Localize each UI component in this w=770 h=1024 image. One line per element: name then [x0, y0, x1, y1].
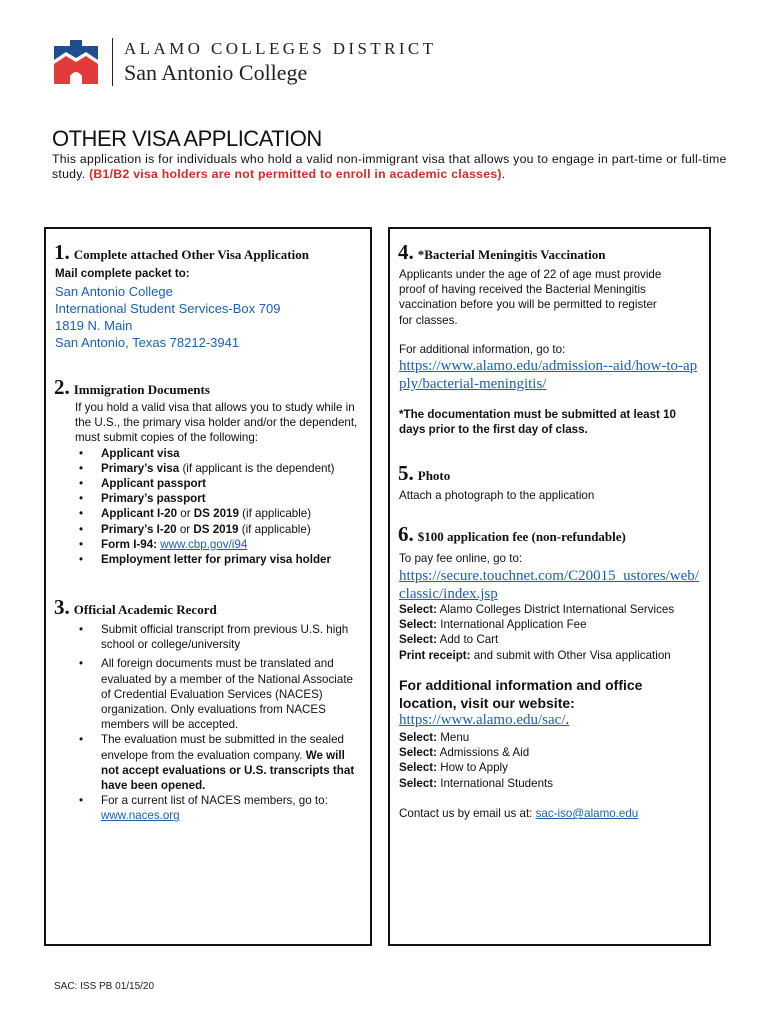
section4-heading — [398, 240, 606, 265]
list-item: • Primary’s visa (if applicant is the dependent) — [75, 461, 365, 476]
list-item: • Primary’s passport — [75, 491, 365, 506]
list-item: • All foreign documents must be translated and evaluated by a member of the National Associate of Credential Evaluation Services (NACES) organization. Only evaluations from NACES members will be accepted. — [75, 656, 365, 732]
website-step: Select: International Students — [399, 776, 554, 790]
intro-warning: (B1/B2 visa holders are not permitted to enroll in academic classes) — [89, 167, 502, 181]
section5-number: 5. — [398, 461, 414, 485]
cbp-i94-link[interactable]: www.cbp.gov/i94 — [160, 537, 248, 551]
meningitis-text: Applicants under the age of 22 of age must provide proof of having received the Bacterial Meningitis vaccination before you will be permitted to register for classes. — [399, 268, 662, 327]
photo-text: Attach a photograph to the application — [399, 489, 595, 502]
website-step: Select: Menu — [399, 731, 470, 744]
website-steps — [399, 730, 699, 791]
list-item: • Employment letter for primary visa holder — [75, 552, 365, 567]
website-step: Select: How to Apply — [399, 761, 508, 775]
section6-number: 6. — [398, 522, 414, 546]
more-info-heading: For additional information and office location, visit our website: — [399, 677, 643, 711]
section4-number: 4. — [398, 240, 414, 264]
section2-intro: If you hold a valid visa that allows you to study while in the U.S., the primary visa holder and/or the dependent, must submit copies of the following: — [75, 401, 358, 445]
more-info-link-line: https://www.alamo.edu/sac/. — [399, 712, 570, 728]
section2-number: 2. — [54, 375, 70, 399]
intro-paragraph — [52, 152, 742, 182]
immigration-documents-list — [75, 446, 365, 568]
contact-line: Contact us by email us at: sac-iso@alamo.edu — [399, 807, 639, 820]
section3-title: Official Academic Record — [73, 602, 217, 617]
list-item: • The evaluation must be submitted in the sealed envelope from the evaluation company. We will not accept evaluations or U.S. transcripts that have been opened. — [75, 732, 365, 793]
section3-body — [75, 622, 365, 824]
sac-website-link[interactable]: https://www.alamo.edu/sac/ — [399, 712, 566, 728]
college-name: San Antonio College — [124, 60, 308, 85]
section1-title: Complete attached Other Visa Application — [73, 247, 309, 262]
intro-end: . — [501, 167, 506, 181]
section2-heading — [54, 375, 210, 400]
fee-pay-text: To pay fee online, go to: — [399, 552, 523, 565]
fee-step: Print receipt: and submit with Other Visa application — [399, 648, 671, 662]
address-line: International Student Services-Box 709 — [55, 301, 281, 316]
fee-step: Select: International Application Fee — [399, 618, 587, 632]
address-line: San Antonio, Texas 78212-3941 — [55, 335, 240, 350]
website-step: Select: Admissions & Aid — [399, 746, 530, 760]
section4-title: *Bacterial Meningitis Vaccination — [417, 247, 606, 262]
list-item: • Form I-94: www.cbp.gov/i94 — [75, 537, 365, 552]
alamo-colleges-logo — [52, 38, 100, 86]
list-item: • Primary’s I-20 or DS 2019 (if applicable) — [75, 522, 365, 537]
address-line: San Antonio College — [55, 284, 173, 299]
meningitis-note: *The documentation must be submitted at least 10 days prior to the first day of class. — [399, 408, 677, 437]
address-line: 1819 N. Main — [55, 318, 133, 333]
intro-text: This application is for individuals who hold a valid non-immigrant visa that allows you to engage in part-time or full-time study. — [52, 152, 727, 181]
page-title: OTHER VISA APPLICATION — [52, 126, 322, 151]
section6-heading — [398, 522, 626, 547]
meningitis-info: For additional information, go to: — [399, 343, 566, 356]
fee-step: Select: Add to Cart — [399, 633, 499, 647]
section2-title: Immigration Documents — [73, 382, 210, 397]
section6-title: $100 application fee (non-refundable) — [417, 529, 626, 544]
section2-body — [75, 400, 365, 567]
list-item: • Applicant passport — [75, 476, 365, 491]
meningitis-link[interactable]: https://www.alamo.edu/admission--aid/how-to-apply/bacterial-meningitis/ — [399, 358, 698, 392]
fee-step: Select: Alamo Colleges District International Services — [399, 603, 675, 616]
academic-record-list — [75, 622, 365, 824]
mail-label: Mail complete packet to: — [55, 267, 190, 280]
fee-steps — [399, 602, 704, 663]
section5-heading — [398, 461, 450, 486]
list-item: • Applicant visa — [75, 446, 365, 461]
list-item: • Submit official transcript from previous U.S. high school or college/university — [75, 622, 365, 652]
list-item: • Applicant I-20 or DS 2019 (if applicable) — [75, 506, 365, 521]
touchnet-link[interactable]: https://secure.touchnet.com/C20015_ustores/web/classic/index.jsp — [399, 568, 699, 602]
header-divider — [112, 38, 113, 86]
section1-number: 1. — [54, 240, 70, 264]
mailing-address — [55, 283, 355, 351]
footer-code: SAC: ISS PB 01/15/20 — [54, 981, 155, 992]
section3-number: 3. — [54, 595, 70, 619]
list-item: • For a current list of NACES members, go to: www.naces.org — [75, 793, 365, 823]
section3-heading — [54, 595, 217, 620]
section1-heading — [54, 240, 309, 265]
section5-title: Photo — [417, 468, 451, 483]
naces-link[interactable]: www.naces.org — [101, 809, 180, 823]
district-name: ALAMO COLLEGES DISTRICT — [124, 39, 437, 58]
email-link[interactable]: sac-iso@alamo.edu — [535, 807, 639, 820]
